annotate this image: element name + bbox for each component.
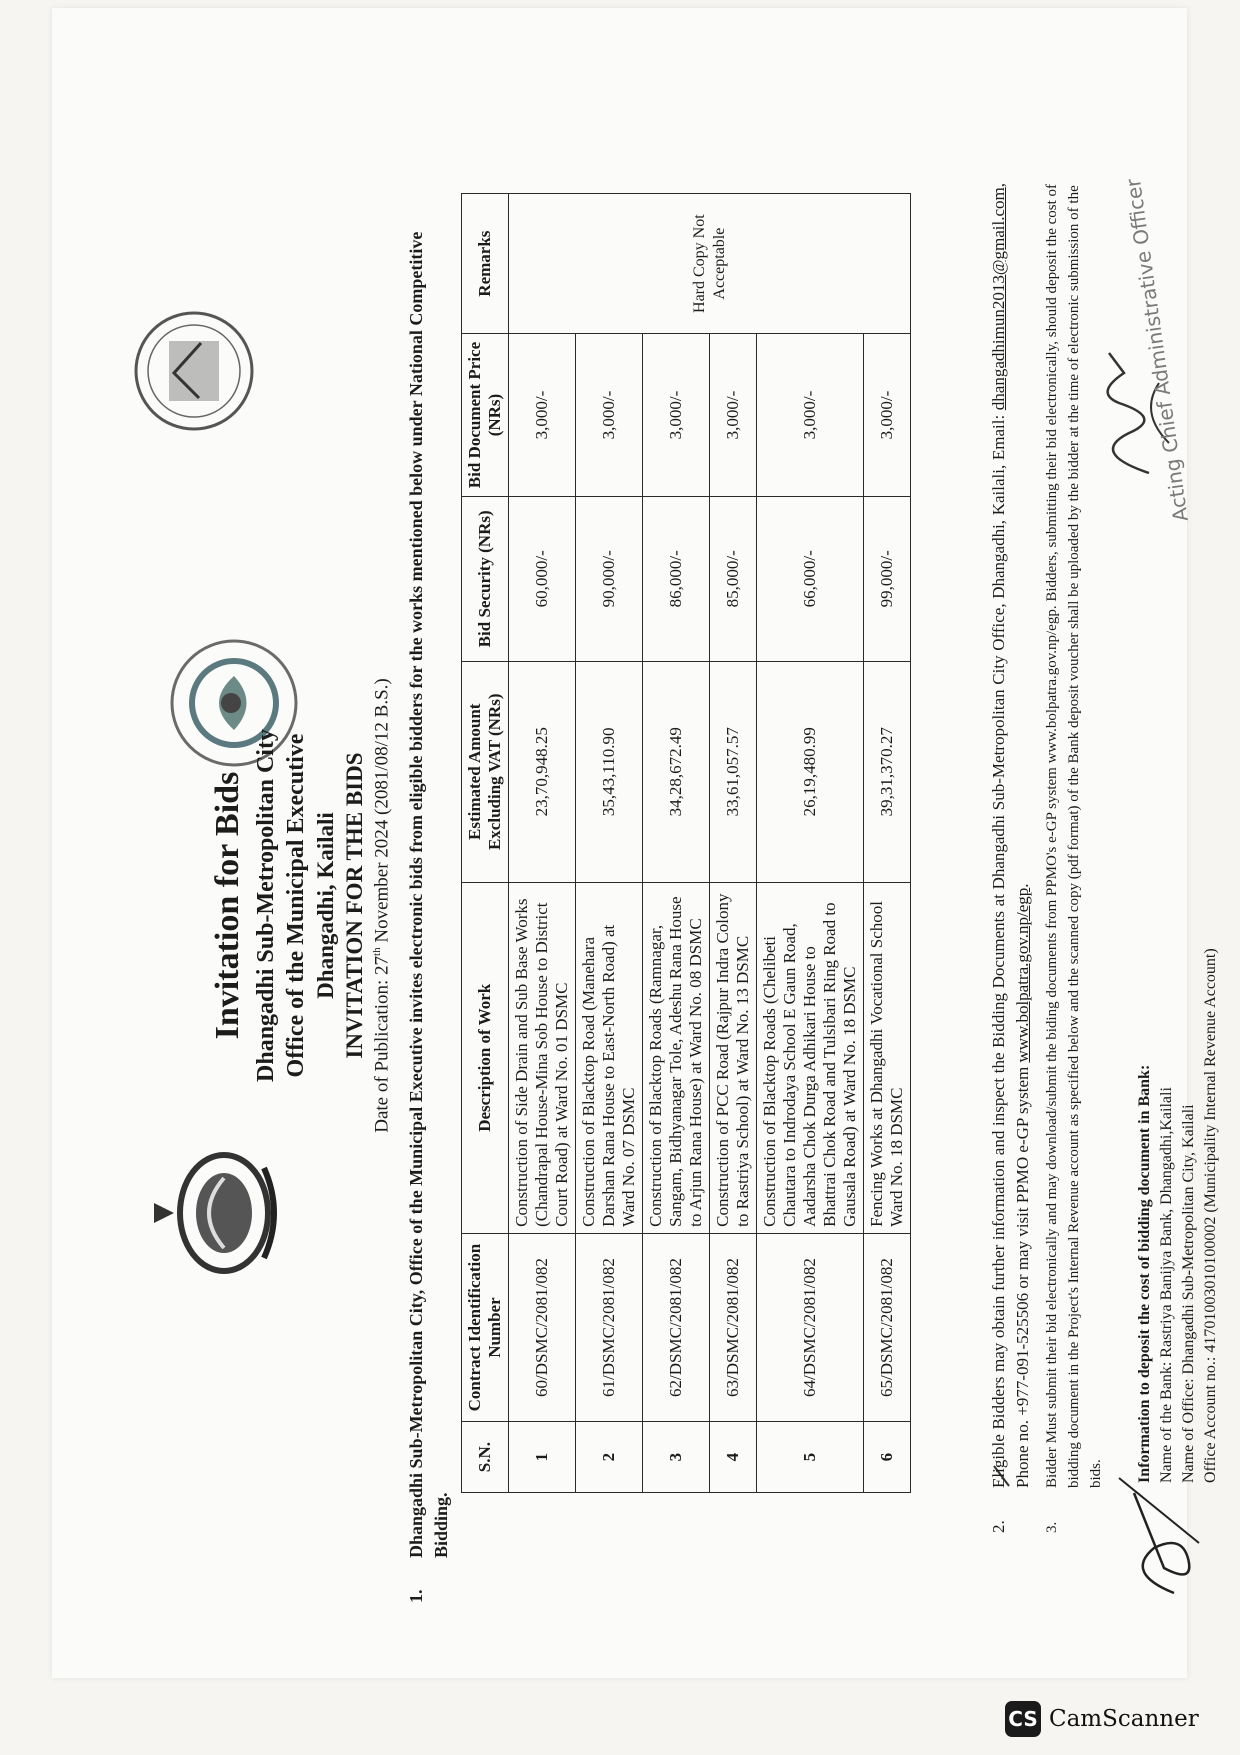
- cell-bid-security: 90,000/-: [576, 496, 643, 661]
- header-contract-id: Contract Identification Number: [462, 1233, 509, 1421]
- cell-description: Fencing Works at Dhangadhi Vocational School Ward No. 18 DSMC: [864, 882, 911, 1233]
- bid-notice-document: [119, 168, 1219, 1643]
- cell-description: Construction of Side Drain and Sub Base Works (Chandrapal House-Mina Sob House to District Court Road) at Ward No. 01 DSMC: [509, 882, 576, 1233]
- camscanner-name: CamScanner: [1049, 1706, 1199, 1732]
- invitation-heading: INVITATION FOR THE BIDS: [342, 752, 367, 1059]
- paragraph-number: 1.: [406, 1589, 426, 1603]
- cell-remarks: Hard Copy Not Acceptable: [509, 194, 911, 334]
- date-prefix: Date of Publication: 27: [371, 955, 393, 1133]
- table-row: [643, 194, 710, 1493]
- table-row: [576, 194, 643, 1493]
- cell-estimated-amount: 34,28,672.49: [643, 661, 710, 882]
- signature-left-icon: [1114, 1473, 1204, 1603]
- cell-sn: 3: [643, 1422, 710, 1493]
- cell-document-price: 3,000/-: [643, 334, 710, 497]
- table-row: [757, 194, 864, 1493]
- cell-description: Construction of Blacktop Roads (Chelibeti Chautara to Indrodaya School E Gaun Road, Aadarsha Chok Durga Adhikari House to Bhattrai Chok Road and Tulsibari Ring Road to Gausala Road) at Ward No. 18 DSMC: [757, 882, 864, 1233]
- cell-bid-security: 85,000/-: [710, 496, 757, 661]
- header-bid-security: Bid Security (NRs): [462, 496, 509, 661]
- paragraph-text-c: .: [1013, 883, 1032, 888]
- page-title: Invitation for Bids: [209, 771, 246, 1040]
- cell-contract-id: 60/DSMC/2081/082: [509, 1233, 576, 1421]
- cell-estimated-amount: 39,31,370.27: [864, 661, 911, 882]
- paragraph-text: Dhangadhi Sub-Metropolitan City, Office of the Municipal Executive invites electronic bids from eligible bidders for the works mentioned below under National Competitive Bidding.: [406, 231, 451, 1558]
- cell-document-price: 3,000/-: [864, 334, 911, 497]
- date-suffix: November 2024 (2081/08/12 B.S.): [371, 678, 393, 948]
- cell-description: Construction of Blacktop Roads (Ramnagar, Sangam, Bidhyanagar Tole, Adeshu Rana House to Arjun Rana House) at Ward No. 08 DSMC: [643, 882, 710, 1233]
- cell-bid-security: 66,000/-: [757, 496, 864, 661]
- cell-contract-id: 63/DSMC/2081/082: [710, 1233, 757, 1421]
- cell-estimated-amount: 33,61,057.57: [710, 661, 757, 882]
- header-sn: S.N.: [462, 1422, 509, 1493]
- cell-contract-id: 65/DSMC/2081/082: [864, 1233, 911, 1421]
- cell-sn: 1: [509, 1422, 576, 1493]
- table-header-row: [462, 194, 509, 1493]
- table-row: [864, 194, 911, 1493]
- city-name: Dhangadhi Sub-Metropolitan City: [253, 729, 279, 1082]
- cell-description: Construction of PCC Road (Rajpur Indra Colony to Rastriya School) at Ward No. 13 DSMC: [710, 882, 757, 1233]
- cell-sn: 5: [757, 1422, 864, 1493]
- header-description: Description of Work: [462, 882, 509, 1233]
- cell-contract-id: 62/DSMC/2081/082: [643, 1233, 710, 1421]
- date-ordinal: th: [371, 947, 383, 956]
- cell-description: Construction of Blacktop Road (Manehara Darshan Rana House to East-North Road) at Ward No. 07 DSMC: [576, 882, 643, 1233]
- cell-sn: 6: [864, 1422, 911, 1493]
- header-remarks: Remarks: [462, 194, 509, 334]
- cell-estimated-amount: 26,19,480.99: [757, 661, 864, 882]
- camscanner-logo-icon: CS: [1005, 1701, 1041, 1737]
- publication-date: [371, 168, 393, 1643]
- cell-bid-security: 99,000/-: [864, 496, 911, 661]
- cell-document-price: 3,000/-: [509, 334, 576, 497]
- bank-heading: Information to deposit the cost of bidding document in Bank:: [1136, 1064, 1153, 1483]
- cell-contract-id: 61/DSMC/2081/082: [576, 1233, 643, 1421]
- header-estimated-amount: Estimated Amount Excluding VAT (NRs): [462, 661, 509, 882]
- paragraph-2: [987, 183, 1035, 1533]
- table-row: [509, 194, 576, 1493]
- cell-sn: 4: [710, 1422, 757, 1493]
- cell-bid-security: 86,000/-: [643, 496, 710, 661]
- header-document-price: Bid Document Price (NRs): [462, 334, 509, 497]
- paragraph-text-a: Eligible Bidders may obtain further information and inspect the Bidding Documents at Dhangadhi Sub-Metropolitan City Office, Dhangadhi, Kailali, Email:: [989, 410, 1008, 1488]
- paragraph-text: Bidder Must submit their bid electronically and may download/submit the biding documents from PPMO's e-GP system www.bolpatra.gov.np/egp. Bidders, submitting their bid electronically, should deposit the cost of bidding document in the Project's Internal Revenue account as specified below and the scanned copy (pdf format) of the Bank deposit voucher shall be uploaded by the bidder at the time of electronic submission of the bids.: [1044, 183, 1104, 1488]
- scanned-page: [52, 8, 1219, 1678]
- place-name: Dhangadhi, Kailali: [313, 812, 338, 999]
- paragraph-text: [987, 183, 1035, 1488]
- bids-table: [461, 193, 911, 1493]
- paragraph-text-b: , Phone no. +977-091-525506 or may visit PPMO e-GP system: [989, 183, 1032, 1488]
- cell-estimated-amount: 35,43,110.90: [576, 661, 643, 882]
- bank-information: [1134, 948, 1222, 1483]
- officer-designation: Acting Chief Administrative Officer: [1120, 177, 1193, 523]
- paragraph-number: 3.: [1044, 1521, 1060, 1533]
- cell-document-price: 3,000/-: [576, 334, 643, 497]
- website-link[interactable]: www.bolpatra.gov.np/egp: [1013, 887, 1032, 1063]
- bank-office-name: Name of Office: Dhangadhi Sub-Metropolitan City, Kailali: [1180, 1104, 1197, 1483]
- cell-sn: 2: [576, 1422, 643, 1493]
- cell-estimated-amount: 23,70,948.25: [509, 661, 576, 882]
- cell-document-price: 3,000/-: [710, 334, 757, 497]
- camscanner-badge: [1005, 1701, 1199, 1737]
- cell-contract-id: 64/DSMC/2081/082: [757, 1233, 864, 1421]
- cell-document-price: 3,000/-: [757, 334, 864, 497]
- cell-bid-security: 60,000/-: [509, 496, 576, 661]
- bank-account-number: Office Account no.: 41701003010100002 (Municipality Internal Revenue Account): [1202, 948, 1219, 1483]
- office-name: Office of the Municipal Executive: [283, 733, 309, 1078]
- bank-name: Name of the Bank: Rastriya Banijya Bank, Dhangadhi,Kailali: [1158, 1087, 1175, 1483]
- paragraph-number: 2.: [989, 1520, 1008, 1533]
- paragraph-1: [404, 183, 454, 1603]
- email-link[interactable]: dhangadhimun2013@gmail.com: [989, 187, 1008, 411]
- table-row: [710, 194, 757, 1493]
